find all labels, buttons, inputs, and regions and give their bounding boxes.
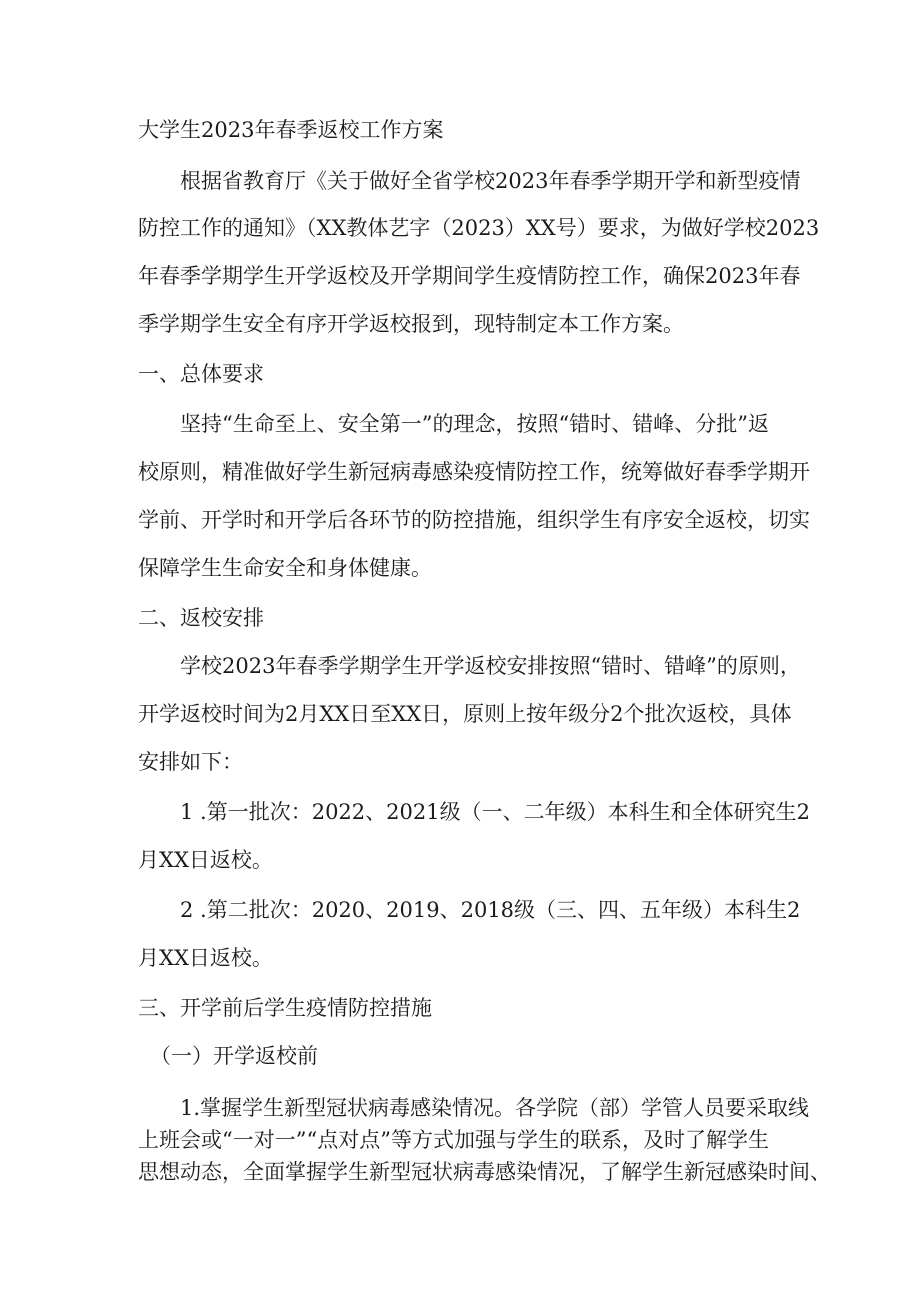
section-2-line-1: 学校2023年春季学期学生开学返校安排按照“错时、错峰”的原则， [180, 654, 801, 678]
section-1-heading: 一、总体要求 [138, 362, 264, 386]
batch-1-line-1: 1 .第一批次：2022、2021级（一、二年级）本科生和全体研究生2 [180, 800, 810, 824]
section-3-line-3: 思想动态，全面掌握学生新型冠状病毒感染情况，了解学生新冠感染时间、 [138, 1160, 831, 1184]
section-1-line-4: 保障学生生命安全和身体健康。 [138, 556, 432, 580]
section-1-line-1: 坚持“生命至上、安全第一”的理念，按照“错时、错峰、分批”返 [180, 412, 769, 436]
intro-line-3: 年春季学期学生开学返校及开学期间学生疫情防控工作，确保2023年春 [138, 264, 801, 288]
section-2-line-2: 开学返校时间为2月XX日至XX日，原则上按年级分2个批次返校，具体 [138, 702, 792, 726]
section-3-line-1: 1.掌握学生新型冠状病毒感染情况。各学院（部）学管人员要采取线 [180, 1096, 810, 1120]
section-1-line-3: 学前、开学时和开学后各环节的防控措施，组织学生有序安全返校，切实 [138, 508, 810, 532]
batch-2-line-2: 月XX日返校。 [138, 946, 273, 970]
section-2-heading: 二、返校安排 [138, 606, 264, 630]
section-1-line-2: 校原则，精准做好学生新冠病毒感染疫情防控工作，统筹做好春季学期开 [138, 460, 810, 484]
section-2-line-3: 安排如下： [138, 750, 243, 774]
section-3-heading: 三、开学前后学生疫情防控措施 [138, 996, 432, 1020]
intro-line-2: 防控工作的通知》（XX教体艺字（2023）XX号）要求，为做好学校2023 [138, 216, 820, 240]
section-3-line-2: 上班会或“一对一”“点对点”等方式加强与学生的联系，及时了解学生 [138, 1128, 769, 1152]
batch-2-line-1: 2 .第二批次：2020、2019、2018级（三、四、五年级）本科生2 [180, 898, 801, 922]
intro-line-1: 根据省教育厅《关于做好全省学校2023年春季学期开学和新型疫情 [180, 169, 801, 193]
batch-1-line-2: 月XX日返校。 [138, 848, 273, 872]
document-title: 大学生2023年春季返校工作方案 [138, 118, 444, 142]
section-3-subheading: （一）开学返校前 [150, 1044, 318, 1068]
intro-line-4: 季学期学生安全有序开学返校报到，现特制定本工作方案。 [138, 312, 684, 336]
